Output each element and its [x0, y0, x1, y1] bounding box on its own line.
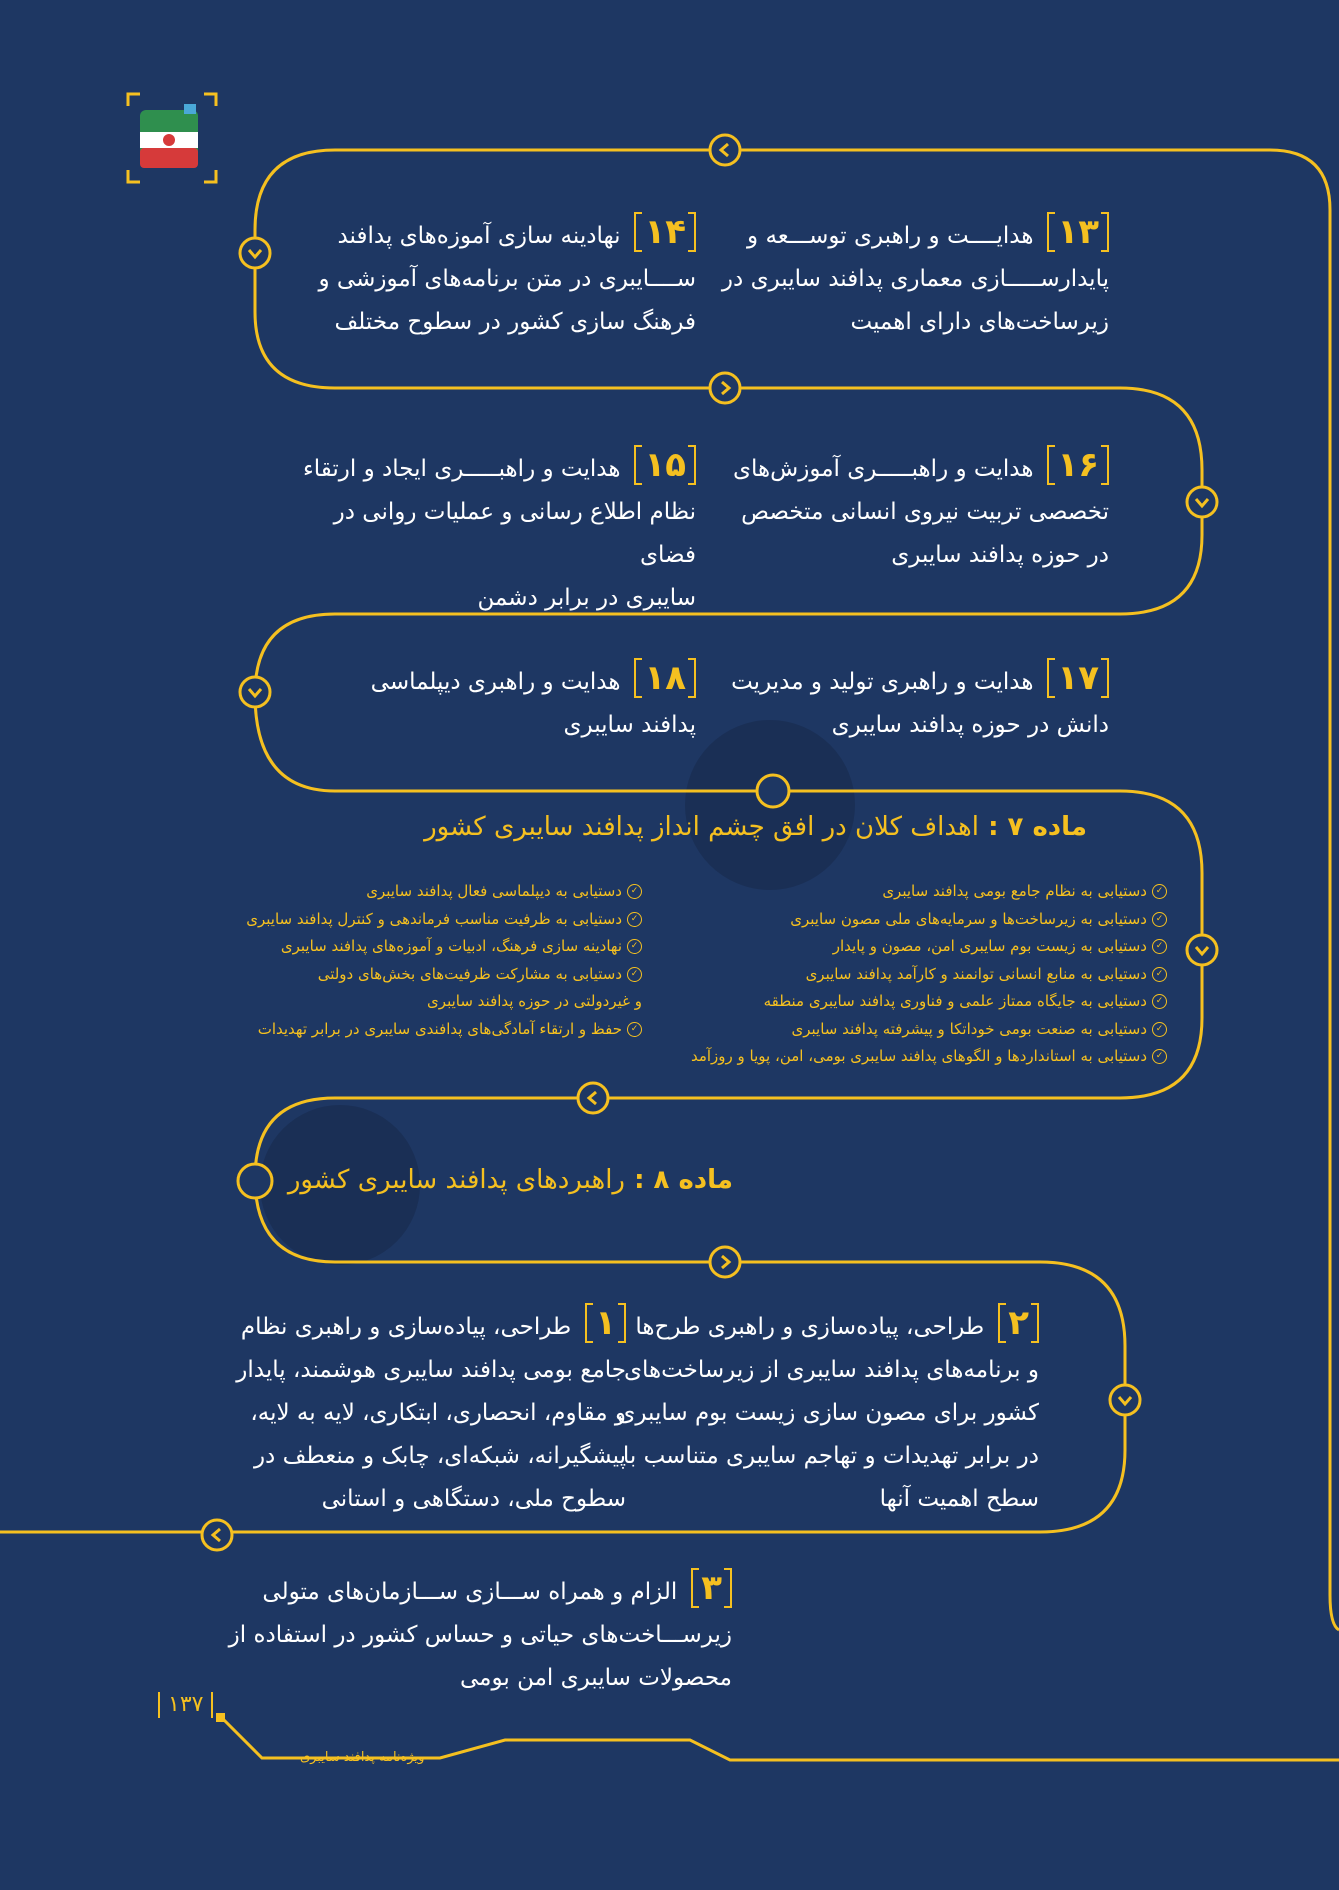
footer-publication: ویژه‌نامه پدافند سایبری [300, 1750, 425, 1765]
check-icon: ✓ [627, 967, 642, 982]
item-line: جامع بومی پدافند سایبری هوشمند، پایدار [236, 1357, 626, 1383]
item-14 [296, 212, 696, 344]
check-icon: ✓ [627, 939, 642, 954]
item-line: هدایت و راهبـــــری آموزش‌های [733, 456, 1034, 482]
chevron-down-icon [240, 677, 270, 707]
item-line: پیشگیرانه، شبکه‌ای، چابک و منعطف در [253, 1443, 626, 1469]
list-item: ✓دستیابی به نظام جامع بومی پدافند سایبری [691, 878, 1167, 906]
item-line: هدایــــت و راهبری توســـعه و [747, 223, 1034, 249]
list-item: ✓دستیابی به زیرساخت‌ها و سرمایه‌های ملی مصون سایبری [691, 906, 1167, 934]
list-item: ✓حفظ و ارتقاء آمادگی‌های پدافندی سایبری در برابر تهدیدات [246, 1016, 642, 1044]
item-number: ۱۴ [634, 212, 696, 252]
check-icon: ✓ [1152, 884, 1167, 899]
ring-node-icon [238, 1164, 272, 1198]
item-line: نهادینه سازی آموزه‌های پدافند [337, 223, 621, 249]
arrow-right-icon [710, 373, 740, 403]
item-line: هدایت و راهبری تولید و مدیریت [731, 669, 1034, 695]
item-number: ۱۶ [1047, 445, 1109, 485]
item-line: و مقاوم، انحصاری، ابتکاری، لایه به لایه، [250, 1400, 626, 1426]
item-line: سطح اهمیت آنها [879, 1486, 1039, 1512]
item-line: کشور برای مصون سازی زیست بوم سایبری [617, 1400, 1039, 1426]
logo-emblem-icon [126, 92, 218, 184]
item-line: در برابر تهدیدات و تهاجم سایبری متناسب با [622, 1443, 1039, 1469]
section-label: ماده ۸ : [634, 1165, 733, 1195]
list-item: ✓دستیابی به صنعت بومی خوداتکا و پیشرفته پدافند سایبری [691, 1016, 1167, 1044]
item-16 [629, 445, 1109, 577]
item-number: ۱۵ [634, 445, 696, 485]
list-item: ✓دستیابی به استانداردها و الگوهای پدافند سایبری بومی، امن، پویا و روزآمد [691, 1043, 1167, 1071]
item-line: طراحی، پیاده‌سازی و راهبری نظام [240, 1314, 572, 1340]
ring-node-icon [757, 775, 789, 807]
item-number: ۱۳ [1047, 212, 1109, 252]
item-number: ۱ [585, 1303, 626, 1343]
arrow-left-icon [202, 1520, 232, 1550]
item-line: پدافند سایبری [563, 712, 696, 738]
item-1 [206, 1303, 626, 1521]
item-line: فرهنگ سازی کشور در سطوح مختلف [334, 309, 696, 335]
check-icon: ✓ [1152, 939, 1167, 954]
item-line: الزام و همراه ســـازی ســـازمان‌های متولی [262, 1579, 678, 1605]
item-line: دانش در حوزه پدافند سایبری [831, 712, 1109, 738]
item-line: تخصصی تربیت نیروی انسانی متخصص [741, 499, 1109, 525]
item-line: و برنامه‌های پدافند سایبری از زیرساخت‌های [623, 1357, 1039, 1383]
list-item: ✓دستیابی به جایگاه ممتاز علمی و فناوری پدافند سایبری منطقه [691, 988, 1167, 1016]
item-number: ۳ [691, 1568, 732, 1608]
item-number: ۱۸ [634, 658, 696, 698]
section-label: ماده ۷ : [988, 812, 1087, 842]
chevron-down-icon [1187, 487, 1217, 517]
item-number: ۱۷ [1047, 658, 1109, 698]
chevron-down-icon [1110, 1385, 1140, 1415]
item-line: سطوح ملی، دستگاهی و استانی [321, 1486, 626, 1512]
item-line: نظام اطلاع رسانی و عملیات روانی در فضای [333, 499, 696, 568]
arrow-left-icon [710, 135, 740, 165]
item-line: هدایت و راهبـــــری ایجاد و ارتقاء [302, 456, 621, 482]
chevron-down-icon [240, 238, 270, 268]
item-2 [599, 1303, 1039, 1521]
list-item: ✓دستیابی به مشارکت ظرفیت‌های بخش‌های دولتی [246, 961, 642, 989]
list-item: ✓نهادینه سازی فرهنگ، ادبیات و آموزه‌های پدافند سایبری [246, 933, 642, 961]
list-item: ✓دستیابی به دیپلماسی فعال پدافند سایبری [246, 878, 642, 906]
item-line: محصولات سایبری امن بومی [459, 1665, 732, 1691]
item-line: در حوزه پدافند سایبری [891, 542, 1109, 568]
item-13 [629, 212, 1109, 344]
item-3 [212, 1568, 732, 1700]
check-icon: ✓ [1152, 1049, 1167, 1064]
section-7-heading [424, 812, 1087, 842]
arrow-right-icon [710, 1247, 740, 1277]
list-item: ✓دستیابی به ظرفیت مناسب فرماندهی و کنترل پدافند سایبری [246, 906, 642, 934]
list-item: ✓دستیابی به منابع انسانی توانمند و کارآمد پدافند سایبری [691, 961, 1167, 989]
item-line: طراحی، پیاده‌سازی و راهبری طرح‌ها [635, 1314, 985, 1340]
section-8-heading [288, 1165, 733, 1195]
check-icon: ✓ [627, 1022, 642, 1037]
item-line: پایدارســـــازی معماری پدافند سایبری در [721, 266, 1109, 292]
check-icon: ✓ [1152, 967, 1167, 982]
item-line: زیرساخت‌های دارای اهمیت [850, 309, 1109, 335]
item-line: ســــایبری در متن برنامه‌های آموزشی و [318, 266, 696, 292]
check-icon: ✓ [1152, 912, 1167, 927]
item-18 [296, 658, 696, 747]
check-icon: ✓ [1152, 1022, 1167, 1037]
item-number: ۲ [998, 1303, 1039, 1343]
section-title: راهبردهای پدافند سایبری کشور [287, 1165, 625, 1195]
list-item: و غیردولتی در حوزه پدافند سایبری [427, 992, 642, 1010]
item-line: سایبری در برابر دشمن [477, 585, 696, 611]
item-line: هدایت و راهبری دیپلماسی [370, 669, 621, 695]
item-17 [629, 658, 1109, 747]
section-7-goals-right [691, 878, 1167, 1071]
section-7-goals-left [246, 878, 642, 1043]
item-15 [296, 445, 696, 620]
item-line: زیرســـاخت‌های حیاتی و حساس کشور در استفاده از [228, 1622, 732, 1648]
check-icon: ✓ [627, 912, 642, 927]
check-icon: ✓ [1152, 994, 1167, 1009]
chevron-down-icon [1187, 935, 1217, 965]
footer-line-dot [216, 1713, 225, 1722]
check-icon: ✓ [627, 884, 642, 899]
list-item: ✓دستیابی به زیست بوم سایبری امن، مصون و پایدار [691, 933, 1167, 961]
arrow-left-icon [578, 1083, 608, 1113]
page-number: ۱۳۷ [158, 1692, 213, 1718]
section-title: اهداف کلان در افق چشم انداز پدافند سایبری کشور [424, 812, 979, 842]
